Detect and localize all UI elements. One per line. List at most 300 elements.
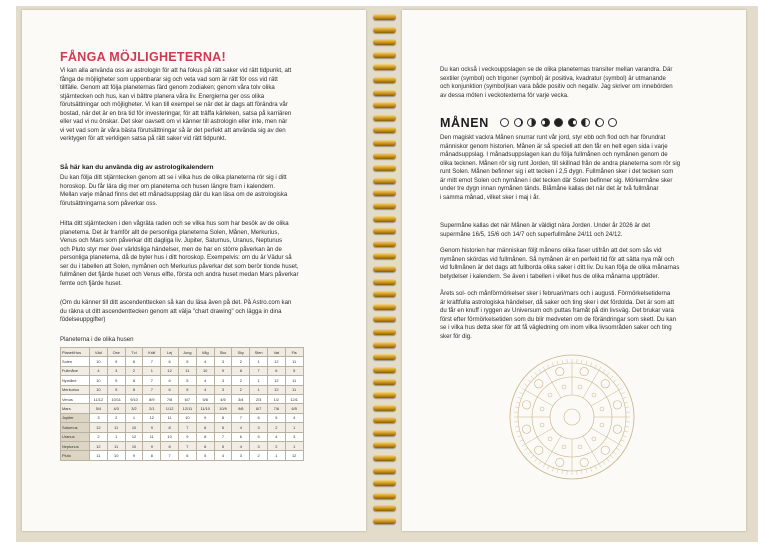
text-line: sker för dig.	[440, 332, 472, 340]
house-cell: 11	[161, 413, 179, 422]
house-cell: 7	[143, 385, 161, 394]
house-cell: 4	[196, 376, 214, 385]
text-line: bostad, när det är en bra tid för investeringar, för att träffa kärleken, satsa på karriären	[60, 109, 292, 117]
wheel-tick	[524, 384, 527, 386]
house-cell: 8	[125, 357, 143, 366]
wheel-tick	[516, 402, 520, 403]
planet-name-cell: Neptunus	[61, 441, 90, 450]
text-line: Hitta ditt stjärntecken i den vågräta raden och se vilka hus som har besök av de olika	[60, 220, 289, 227]
house-cell: 6	[267, 366, 285, 375]
wheel-divider	[583, 370, 599, 398]
sun-icon	[564, 409, 580, 425]
house-cell: 12	[125, 432, 143, 441]
table-header-cell: Sky	[232, 348, 250, 357]
house-cell: 2	[125, 366, 143, 375]
wheel-symbol-icon	[578, 445, 582, 449]
wheel-tick	[543, 464, 545, 467]
binding-ring	[373, 102, 396, 108]
wheel-tick	[590, 362, 591, 366]
text-line: Supermåne kallas det när Månen är väldigt nära Jorden. Under år 2026 är det	[440, 222, 651, 229]
house-cell: 10	[90, 376, 108, 385]
moon-new-icon	[608, 118, 617, 127]
moon-full-icon	[554, 118, 563, 127]
wheel-tick	[522, 388, 525, 390]
house-cell: 11	[90, 451, 108, 460]
binding-ring	[373, 405, 396, 411]
history-paragraph	[440, 247, 725, 281]
house-cell: 9/8	[232, 404, 250, 413]
table-row	[61, 432, 304, 441]
table-header-cell: Sko	[214, 348, 232, 357]
house-cell: 12/1	[285, 394, 303, 403]
wheel-tick	[616, 448, 619, 450]
house-cell: 2	[250, 451, 268, 460]
wheel-tick	[586, 361, 587, 365]
table-header-cell: Våg	[196, 348, 214, 357]
house-cell: 8	[125, 376, 143, 385]
wheel-divider	[591, 428, 619, 444]
house-cell: 6	[161, 376, 179, 385]
wheel-tick	[517, 435, 521, 436]
binding-ring	[373, 190, 396, 196]
wheel-tick	[590, 468, 591, 472]
aquarius-icon	[535, 380, 543, 388]
moon-heading: MÅNEN	[440, 116, 489, 130]
house-cell: 12	[285, 451, 303, 460]
house-cell: 6	[178, 451, 196, 460]
wheel-tick	[539, 461, 541, 464]
house-cell: 12	[267, 376, 285, 385]
house-cell: 4	[196, 385, 214, 394]
supermoon-paragraph	[440, 222, 725, 239]
section-heading: Så här kan du använda dig av astrologikalendern	[60, 164, 214, 171]
house-cell: 4	[232, 441, 250, 450]
wheel-divider	[591, 390, 619, 406]
moon-paragraph	[440, 134, 725, 202]
house-cell: 9	[143, 441, 161, 450]
house-cell: 2	[232, 376, 250, 385]
binding-ring	[373, 266, 396, 272]
table-header-cell: Vat	[267, 348, 285, 357]
wheel-tick	[613, 380, 616, 383]
wheel-tick	[552, 362, 553, 366]
wheel-tick	[531, 376, 534, 379]
wheel-tick	[519, 440, 523, 442]
house-cell: 7	[178, 423, 196, 432]
binding-ring	[373, 455, 396, 461]
planet-name-cell: Pluto	[61, 451, 90, 460]
gemini-icon	[613, 401, 621, 409]
binding-ring	[373, 392, 396, 398]
libra-icon	[556, 458, 564, 466]
house-cell: 3	[90, 413, 108, 422]
house-cell: 3	[107, 366, 125, 375]
binding-ring	[373, 39, 396, 45]
binding-ring	[373, 442, 396, 448]
house-cell: 6/5	[285, 404, 303, 413]
text-line: vid fullmånen är det dags att fullborda olika saker i ditt liv. Du kan följa de olika månarnas	[440, 264, 680, 271]
wheel-tick	[557, 469, 558, 473]
house-cell: 7	[250, 366, 268, 375]
wheel-tick	[535, 373, 538, 376]
binding-ring	[373, 493, 396, 499]
table-header-cell: Sten	[250, 348, 268, 357]
wheel-tick	[528, 380, 531, 383]
planet-house-table	[60, 347, 304, 461]
text-line: sextiler (symbol) och trigoner (symbol) är positiva, kvadratur (symbol) är utmanande	[440, 74, 666, 82]
house-cell: 11/10	[196, 404, 214, 413]
text-line: horoskop. Du får lära dig mer om planeterna och husen längre fram i kalendern.	[60, 182, 276, 190]
house-cell: 8	[143, 451, 161, 460]
table-header-cell: Oxe	[107, 348, 125, 357]
house-cell: 9	[107, 357, 125, 366]
text-line: vi vet vad som är våra bästa förutsättningar så är det perfekt att använda sig av den	[60, 126, 286, 134]
aries-icon	[580, 367, 588, 375]
text-line: månadsuppslag. I månadsuppslagen kan du följa fullmånen och nymånen genom de	[440, 151, 668, 158]
text-line: fullmånen det fjärde huset och Venus elfte, första och andra huset medan Mars påverkar	[60, 271, 299, 278]
table-row	[61, 357, 304, 366]
intro-paragraph	[60, 67, 340, 144]
house-cell: 10	[90, 385, 108, 394]
house-cell: 6	[196, 423, 214, 432]
house-cell: 5/4	[90, 404, 108, 413]
house-cell: 9	[178, 432, 196, 441]
wheel-tick	[613, 452, 616, 455]
ascendant-note	[60, 299, 340, 325]
wheel-tick	[607, 373, 610, 376]
wheel-tick	[522, 444, 525, 446]
moon-first-quarter-icon	[527, 118, 536, 127]
wheel-tick	[531, 455, 534, 458]
house-cell: 12	[267, 357, 285, 366]
wheel-tick	[603, 369, 605, 372]
house-cell: 9	[143, 423, 161, 432]
text-line: olika tecknen. Månen rör sig runt Jorden, till skillnad från de andra planeterna som rör sig	[440, 159, 681, 167]
table-row	[61, 413, 304, 422]
wheel-tick	[623, 397, 627, 398]
planet-name-cell: Mars	[61, 404, 90, 413]
house-cell: 3	[214, 357, 232, 366]
wheel-tick	[539, 369, 541, 372]
text-line: förutsättningarna som påverkar oss.	[60, 199, 158, 207]
house-cell: 4/5	[214, 394, 232, 403]
cancer-icon	[613, 425, 621, 433]
planet-name-cell: Nymåne	[61, 376, 90, 385]
binding-ring	[373, 14, 396, 20]
binding-ring	[373, 279, 396, 285]
wheel-tick	[517, 397, 521, 398]
binding-ring	[373, 77, 396, 83]
binding-ring	[373, 127, 396, 133]
virgo-icon	[580, 458, 588, 466]
house-cell: 6/7	[178, 394, 196, 403]
house-cell: 3/2	[125, 404, 143, 413]
house-cell: 6	[161, 357, 179, 366]
moon-new-icon	[500, 118, 509, 127]
wheel-tick	[621, 392, 625, 394]
wheel-tick	[624, 402, 628, 403]
text-line: se i vilka hus detta sker för att få vägledning om inom vilka livsområden saker och ting	[440, 324, 672, 331]
text-line: verktygen för att verkligen satsa på rätt saker vid rätt tidpunkt.	[60, 135, 227, 142]
wheel-tick	[599, 464, 601, 467]
wheel-tick	[516, 431, 520, 432]
house-cell: 10/9	[214, 404, 232, 413]
text-line: och konjunktion (symbol)kan vara både positiv och negativ. Jag skriver om innebörden	[440, 83, 673, 90]
house-cell: 6	[250, 413, 268, 422]
house-cell: 8	[196, 432, 214, 441]
usage-section	[60, 164, 340, 208]
binding-ring	[373, 316, 396, 322]
table-row	[61, 404, 304, 413]
wheel-symbol-icon	[562, 385, 566, 389]
text-line: Årets sol- och månförmörkelser sker i februari/mars och i augusti. Förmörkelsetiderna	[440, 290, 671, 297]
house-cell: 8/9	[143, 394, 161, 403]
table-header-cell: Väd	[90, 348, 108, 357]
wheel-tick	[562, 360, 563, 364]
house-cell: 1	[250, 376, 268, 385]
wheel-tick	[621, 440, 625, 442]
binding-ring	[373, 417, 396, 423]
wheel-tick	[624, 431, 628, 432]
wheel-tick	[562, 470, 563, 474]
house-cell: 10	[125, 423, 143, 432]
text-line: först efter förmörkelsetiden som du blir medveten om de förändringar som skett. Du kan	[440, 315, 677, 323]
house-cell: 9	[214, 366, 232, 375]
house-cell: 2/3	[250, 394, 268, 403]
house-cell: 10	[196, 366, 214, 375]
wheel-tick	[619, 444, 622, 446]
house-cell: 8	[161, 441, 179, 450]
text-line: Vi kan alla använda oss av astrologin för att ha fokus på rätt saker vid rätt tidpunkt, att	[60, 67, 292, 74]
wheel-center-ring	[550, 395, 594, 439]
zodiac-wheel-illustration	[507, 352, 637, 482]
house-cell: 12	[90, 423, 108, 432]
text-line: och Pluto styr mer över världsliga händelser, men de har en större påverkan än de	[60, 245, 282, 253]
binding-ring	[373, 367, 396, 373]
house-cell: 3	[250, 423, 268, 432]
house-cell: 10/11	[107, 394, 125, 403]
text-line: Du kan följa ditt stjärntecken genom att se i vilka hus de olika planeterna rör sig i ditt	[60, 174, 287, 181]
binding-ring	[373, 228, 396, 234]
house-cell: 6	[196, 441, 214, 450]
table-row	[61, 385, 304, 394]
house-cell: 11	[285, 376, 303, 385]
wheel-tick	[595, 364, 597, 368]
wheel-divider	[583, 436, 599, 464]
house-cell: 5	[250, 432, 268, 441]
house-cell: 9	[125, 451, 143, 460]
house-cell: 4	[214, 451, 232, 460]
moon-wan-crescent-icon	[595, 118, 604, 127]
text-line: är kraftfulla astrologiska händelser, då saker och ting sker i det fördolda. Det är som att	[440, 298, 675, 306]
wheel-tick	[595, 466, 597, 470]
house-cell: 8	[125, 385, 143, 394]
wheel-tick	[528, 452, 531, 455]
text-line: nymånen skördas vid fullmånen. Så nymånen är en perfekt tid för att sätta nya mål och	[440, 255, 675, 263]
wheel-tick	[552, 468, 553, 472]
table-row	[61, 451, 304, 460]
wheel-divider	[525, 428, 553, 444]
table-header-cell: Tvi	[125, 348, 143, 357]
house-cell: 5	[267, 413, 285, 422]
text-line: supermåne 16/5, 15/6 och 14/7 och superfullmåne 24/11 och 24/12.	[440, 230, 623, 238]
binding-ring	[373, 64, 396, 70]
table-intro-paragraph	[60, 220, 340, 288]
house-cell: 2/1	[143, 404, 161, 413]
house-cell: 9	[107, 376, 125, 385]
planet-name-cell: Solen	[61, 357, 90, 366]
table-row	[61, 366, 304, 375]
planet-name-cell: Fullmåne	[61, 366, 90, 375]
table-header-cell: Kräf	[143, 348, 161, 357]
text-line: i samma månad, vilket sker i maj i år.	[440, 193, 540, 201]
house-cell: 4	[267, 432, 285, 441]
capricorn-icon	[522, 401, 530, 409]
binding-ring	[373, 354, 396, 360]
wheel-symbol-icon	[600, 407, 604, 411]
sagittarius-icon	[522, 425, 530, 433]
house-cell: 7	[143, 376, 161, 385]
house-cell: 12/11	[178, 404, 196, 413]
binding-ring	[373, 468, 396, 474]
house-cell: 11	[107, 441, 125, 450]
eclipse-paragraph	[440, 290, 725, 341]
moon-wax-crescent-icon	[514, 118, 523, 127]
house-cell: 9	[196, 413, 214, 422]
table-header-cell: Fis	[285, 348, 303, 357]
house-cell: 8/7	[250, 404, 268, 413]
house-cell: 4	[285, 413, 303, 422]
house-cell: 11	[107, 423, 125, 432]
house-cell: 11	[178, 366, 196, 375]
wheel-symbol-icon	[548, 393, 552, 397]
house-cell: 11	[285, 357, 303, 366]
wheel-tick	[625, 407, 629, 408]
text-line: tillfälle. Genom att följa planeternas färd genom zodiaken; genom våra tolv olika	[60, 84, 275, 91]
text-line: eller vad vi nu önskar. Det sker oavsett om vi känner till astrologin eller inte, men när	[60, 118, 288, 125]
house-cell: 7/6	[267, 404, 285, 413]
house-cell: 5	[196, 451, 214, 460]
house-cell: 5/6	[196, 394, 214, 403]
wheel-symbol-icon	[578, 385, 582, 389]
house-cell: 1	[107, 432, 125, 441]
wheel-tick	[586, 469, 587, 473]
wheel-symbol-icon	[562, 445, 566, 449]
wheel-divider	[545, 436, 561, 464]
house-cell: 1/12	[161, 404, 179, 413]
wheel-symbol-icon	[592, 393, 596, 397]
wheel-tick	[625, 426, 629, 427]
house-cell: 3	[214, 385, 232, 394]
text-line: runt Solen. Månen befinner sig i ett tecken i 2,5 dygn. Fullmånen sker i det tecken som	[440, 168, 674, 175]
house-cell: 2	[90, 432, 108, 441]
text-line: fånga de möjligheter som uppenbarar sig och veta vad som är rätt för oss vid rätt	[60, 75, 278, 83]
binding-ring	[373, 329, 396, 335]
house-cell: 4	[90, 366, 108, 375]
house-cell: 12	[90, 441, 108, 450]
binding-ring	[373, 153, 396, 159]
house-cell: 7	[214, 432, 232, 441]
house-cell: 3	[232, 451, 250, 460]
wheel-tick	[515, 426, 519, 427]
house-cell: 4	[196, 357, 214, 366]
wheel-divider	[545, 370, 561, 398]
house-cell: 5	[285, 366, 303, 375]
binding-ring	[373, 165, 396, 171]
wheel-tick	[547, 466, 549, 470]
house-cell: 2	[107, 413, 125, 422]
wheel-tick	[603, 461, 605, 464]
wheel-tick	[543, 367, 545, 370]
house-cell: 7	[143, 357, 161, 366]
house-cell: 10	[107, 451, 125, 460]
house-cell: 8	[232, 366, 250, 375]
table-header-row	[61, 348, 304, 357]
house-cell: 12	[267, 385, 285, 394]
text-line: är mitt emot Solen och nymånen i det tecken där Solen befinner sig. Mörkermåne sker	[440, 176, 673, 184]
wheel-symbol-icon	[600, 423, 604, 427]
text-line: människor genom historien. Månen är så speciell att den får en helt egen sida i varje	[440, 142, 668, 150]
wheel-tick	[581, 360, 582, 364]
text-line: betydelser i kalendern. Se även i tabellen i vilket hus de olika månarna uppträder.	[440, 272, 660, 280]
house-cell: 2	[232, 357, 250, 366]
binding-ring	[373, 518, 396, 524]
text-line: under tre dygn innan nymånen tänds. Blåmåne kallas det när det är två fullmånar	[440, 185, 659, 192]
wheel-symbol-icon	[592, 437, 596, 441]
house-cell: 4	[232, 423, 250, 432]
house-cell: 8	[161, 423, 179, 432]
binding-ring	[373, 241, 396, 247]
text-line: stjärntecken och hus, kan vi bättre planera våra liv. Energierna ger oss olika	[60, 92, 265, 100]
house-cell: 3/4	[232, 394, 250, 403]
house-cell: 10	[161, 432, 179, 441]
table-row	[61, 376, 304, 385]
text-line: ser du i tabellen att Solen, nymånen och Merkurius påverkar det som berör tionde huset,	[60, 262, 299, 270]
house-cell: 1	[143, 366, 161, 375]
house-cell: 8	[214, 413, 232, 422]
planet-name-cell: Merkurius	[61, 385, 90, 394]
taurus-icon	[601, 380, 609, 388]
house-cell: 11	[143, 432, 161, 441]
binding-ring	[373, 52, 396, 58]
house-cell: 11	[285, 385, 303, 394]
wheel-tick	[581, 470, 582, 474]
binding-ring	[373, 27, 396, 33]
house-cell: 6	[161, 385, 179, 394]
planet-name-cell: Jupiter	[61, 413, 90, 422]
text-line: Mellan varje månad finns det ett månadsuppslag där du kan läsa om de astrologiska	[60, 191, 288, 198]
house-cell: 12	[161, 366, 179, 375]
wheel-tick	[623, 435, 627, 436]
binding-ring	[373, 505, 396, 511]
binding-ring	[373, 430, 396, 436]
house-cell: 9	[107, 385, 125, 394]
transits-paragraph	[440, 66, 720, 100]
house-cell: 5	[214, 441, 232, 450]
wheel-symbol-icon	[548, 437, 552, 441]
house-cell: 1	[125, 413, 143, 422]
table-header-cell: Planet/Hus	[61, 348, 90, 357]
house-cell: 3	[285, 432, 303, 441]
text-line: du får en knuff i ryggen av Universum och puttas framåt på din livsväg. Det brukar vara	[440, 307, 674, 314]
house-cell: 1/2	[267, 394, 285, 403]
wheel-divider	[525, 390, 553, 406]
wheel-tick	[616, 384, 619, 386]
house-cell: 6	[232, 432, 250, 441]
house-cell: 1	[285, 423, 303, 432]
planet-name-cell: Venus	[61, 394, 90, 403]
wheel-tick	[607, 458, 610, 461]
